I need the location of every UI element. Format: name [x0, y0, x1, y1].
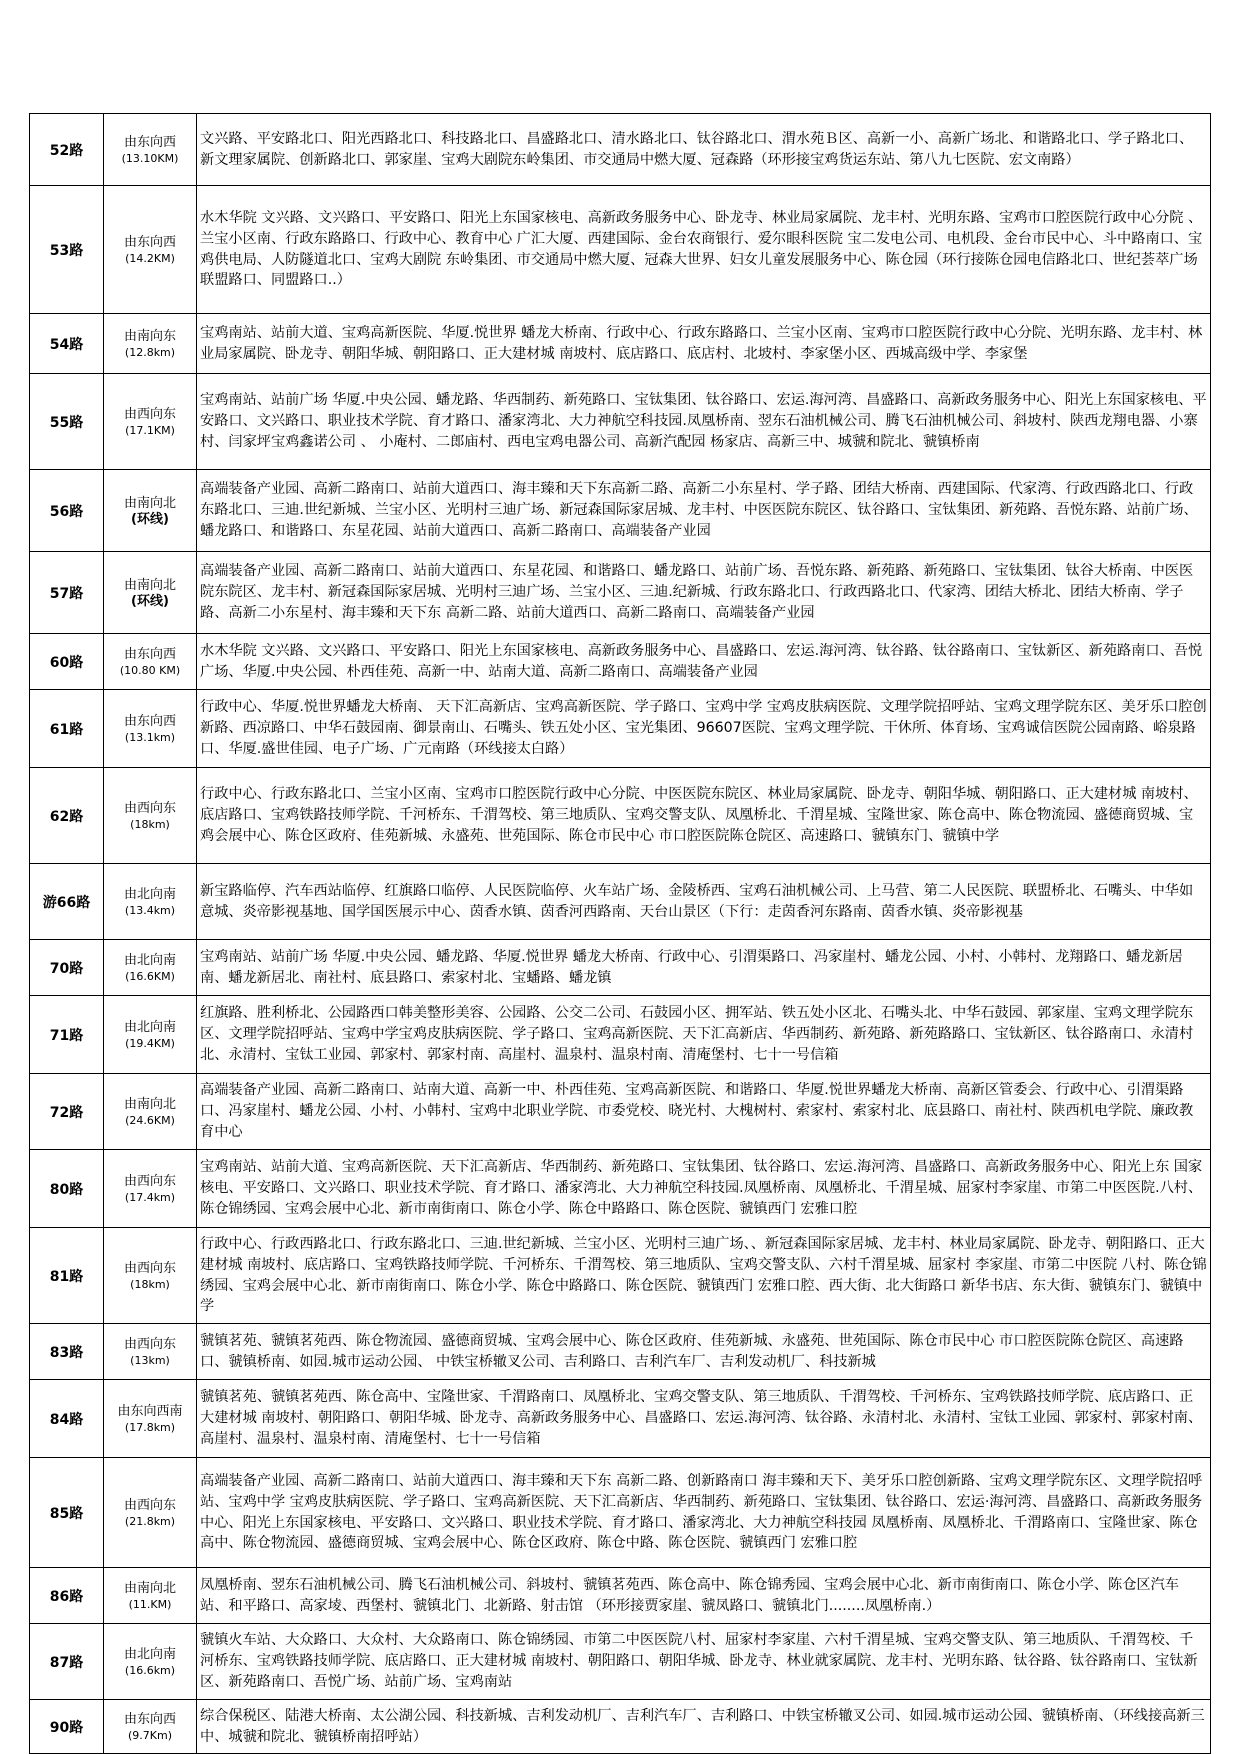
route-number: 87路 — [30, 1624, 104, 1700]
route-length: (18km) — [130, 818, 170, 831]
route-direction-cell — [104, 1380, 197, 1458]
route-stops: 高端装备产业园、高新二路南口、站南大道、高新一中、朴西佳苑、宝鸡高新医院、和谐路口、华厦.悦世界蟠龙大桥南、高新区管委会、行政中心、引渭渠路口、冯家崖村、蟠龙公园、小村、小韩村、宝鸡中北职业学院、市委党校、晓光村、大槐树村、索家村、索家村北、底县路口、南社村、陕西机电学院、廉政教育中心 — [197, 1074, 1211, 1150]
route-direction-cell — [104, 864, 197, 940]
route-direction: 由北向南 — [123, 1020, 176, 1035]
route-stops: 宝鸡南站、站前广场 华厦.中央公园、蟠龙路、华西制药、新苑路口、宝钛集团、钛谷路口、宏运.海河湾、昌盛路口、高新政务服务中心、阳光上东国家核电、平安路口、文兴路口、职业技术学院、育才路口、潘家湾北、大力神航空科技园.凤凰桥南、翌东石油机械公司、腾飞石油机械公司、斜坡村、陕西龙翔电器、小寨村、闫家坪宝鸡鑫诺公司 、 小庵村、二郎庙村、西电宝鸡电器公司、高新汽配园 杨家店、高新三中、城虢和院北、虢镇桥南 — [197, 374, 1211, 470]
route-row — [30, 470, 1211, 552]
route-number: 70路 — [30, 940, 104, 996]
route-direction: 由东向西 — [123, 714, 176, 729]
route-direction: 由西向东 — [123, 801, 176, 816]
route-stops: 水木华院 文兴路、文兴路口、平安路口、阳光上东国家核电、高新政务服务中心、卧龙寺、林业局家属院、龙丰村、光明东路、宝鸡市口腔医院行政中心分院 、兰宝小区南、行政东路路口、行政中心、教育中心 广汇大厦、西建国际、金台农商银行、爱尔眼科医院 宝二发电公司、电机段、金台市民中心、斗中路南口、宝鸡供电局、人防隧道北口、宝鸡大剧院 东岭集团、市交通局中燃大厦、冠森大世界、妇女儿童发展服务中心、陈仓园（环行接陈仓园电信路北口、世纪荟萃广场 联盟路口、同盟路口..） — [197, 186, 1211, 314]
route-stops: 宝鸡南站、站前大道、宝鸡高新医院、天下汇高新店、华西制药、新苑路口、宝钛集团、钛谷路口、宏运.海河湾、昌盛路口、高新政务服务中心、阳光上东 国家核电、平安路口、文兴路口、职业技术学院、育才路口、潘家湾北、大力神航空科技园.凤凰桥南、凤凰桥北、千渭星城、屈家村李家崖、市第二中医医院.八村、陈仓锦绣园、宝鸡会展中心北、新市南街南口、陈仓小学、陈仓中路路口、陈仓医院、虢镇西门 宏雅口腔 — [197, 1150, 1211, 1228]
route-number: 60路 — [30, 634, 104, 690]
route-stops: 高端装备产业园、高新二路南口、站前大道西口、海丰臻和天下东高新二路、高新二小东星村、学子路、团结大桥南、西建国际、代家湾、行政西路北口、行政东路北口、三迪.世纪新城、兰宝小区、光明村三迪广场、新冠森国际家居城、龙丰村、中医医院东院区、钛谷路口、宝钛集团、新苑路、吾悦东路、站前广场、蟠龙路口、和谐路口、东星花园、站前大道西口、高新二路南口、高端装备产业园 — [197, 470, 1211, 552]
route-row — [30, 864, 1211, 940]
route-row — [30, 1624, 1211, 1700]
route-length: (13km) — [130, 1354, 170, 1367]
route-direction-cell — [104, 186, 197, 314]
route-number: 72路 — [30, 1074, 104, 1150]
route-length: (9.7Km) — [127, 1729, 172, 1742]
route-length: (16.6km) — [124, 1664, 176, 1677]
route-direction-cell — [104, 996, 197, 1074]
route-row — [30, 768, 1211, 864]
route-number: 81路 — [30, 1228, 104, 1324]
route-row — [30, 1228, 1211, 1324]
route-direction: 由南向北 — [123, 1581, 176, 1596]
route-length: (13.4km) — [124, 904, 176, 917]
route-row — [30, 1380, 1211, 1458]
route-row — [30, 1324, 1211, 1380]
route-direction-cell — [104, 690, 197, 768]
bus-route-table — [29, 113, 1211, 1754]
route-table-body — [30, 114, 1211, 1754]
route-row — [30, 186, 1211, 314]
route-stops: 红旗路、胜利桥北、公园路西口韩美整形美容、公园路、公交二公司、石鼓园小区、拥军站、铁五处小区北、石嘴头北、中华石鼓园、郭家崖、宝鸡文理学院东区、文理学院招呼站、宝鸡中学宝鸡皮肤病医院、学子路口、宝鸡高新医院、天下汇高新店、华西制药、新苑路、新苑路路口、宝钛新区、钛谷路南口、永清村北、永清村、宝钛工业园、郭家村、郭家村南、高崖村、温泉村、温泉村南、清庵堡村、七十一号信箱 — [197, 996, 1211, 1074]
route-row — [30, 1568, 1211, 1624]
route-row — [30, 1700, 1211, 1754]
route-direction: 由南向北 — [123, 578, 176, 593]
route-direction-cell — [104, 1458, 197, 1568]
route-row — [30, 1074, 1211, 1150]
route-direction: 由东向西 — [123, 235, 176, 250]
route-direction: 由西向东 — [123, 1174, 176, 1189]
route-row — [30, 1150, 1211, 1228]
route-direction: 由北向南 — [123, 887, 176, 902]
route-direction-cell — [104, 470, 197, 552]
route-direction-cell — [104, 1074, 197, 1150]
route-direction: 由东向西 — [123, 135, 176, 150]
route-stops: 高端装备产业园、高新二路南口、站前大道西口、东星花园、和谐路口、蟠龙路口、站前广场、吾悦东路、新苑路、新苑路口、宝钛集团、钛谷大桥南、中医医院东院区、龙丰村、新冠森国际家居城、光明村三迪广场、兰宝小区、三迪.纪新城、行政东路北口、行政西路北口、代家湾、团结大桥北、团结大桥南、学子路、高新二小东星村、海丰臻和天下东 高新二路、站前大道西口、高新二路南口、高端装备产业园 — [197, 552, 1211, 634]
route-row — [30, 1458, 1211, 1568]
route-number: 56路 — [30, 470, 104, 552]
route-stops: 虢镇茗苑、虢镇茗苑西、陈仓高中、宝隆世家、千渭路南口、凤凰桥北、宝鸡交警支队、第三地质队、千渭驾校、千河桥东、宝鸡铁路技师学院、底店路口、正大建材城 南坡村、朝阳路口、朝阳华城、卧龙寺、高新政务服务中心、昌盛路口、宏运.海河湾、钛谷路、永清村北、永清村、宝钛工业园、郭家村、郭家村南、高崖村、温泉村、温泉村南、清庵堡村、七十一号信箱 — [197, 1380, 1211, 1458]
route-length: (环线) — [131, 594, 169, 609]
route-row — [30, 552, 1211, 634]
route-stops: 虢镇火车站、大众路口、大众村、大众路南口、陈仓锦绣园、市第二中医医院八村、屈家村李家崖、六村千渭星城、宝鸡交警支队、第三地质队、千渭驾校、千河桥东、宝鸡铁路技师学院、底店路口、正大建材城 南坡村、朝阳路口、朝阳华城、卧龙寺、林业就家属院、龙丰村、光明东路、钛谷路、钛谷路南口、宝钛新区、新苑路南口、吾悦广场、站前广场、宝鸡南站 — [197, 1624, 1211, 1700]
route-row — [30, 634, 1211, 690]
route-stops: 宝鸡南站、站前大道、宝鸡高新医院、华厦.悦世界 蟠龙大桥南、行政中心、行政东路路口、兰宝小区南、宝鸡市口腔医院行政中心分院、光明东路、龙丰村、林业局家属院、卧龙寺、朝阳华城、朝阳路口、正大建材城 南坡村、底店路口、底店村、北坡村、李家堡小区、西城高级中学、李家堡 — [197, 314, 1211, 374]
route-direction: 由北向南 — [123, 1647, 176, 1662]
route-number: 游66路 — [30, 864, 104, 940]
route-stops: 高端装备产业园、高新二路南口、站前大道西口、海丰臻和天下东 高新二路、创新路南口 海丰臻和天下、美牙乐口腔创新路、宝鸡文理学院东区、文理学院招呼站、宝鸡中学 宝鸡皮肤病医院、学子路口、宝鸡高新医院、天下汇高新店、华西制药、新苑路口、宝钛集团、钛谷路口、宏运·海河湾、昌盛路口、高新政务服务中心、阳光上东国家核电、平安路口、文兴路口、职业技术学院、育才路口、潘家湾北、大力神航空科技园 凤凰桥南、凤凰桥北、千渭路南口、宝隆世家、陈仓高中、陈仓物流园、盛德商贸城、宝鸡会展中心、陈仓区政府、陈仓中路、陈仓医院、虢镇西门 宏雅口腔 — [197, 1458, 1211, 1568]
route-length: (19.4KM) — [125, 1037, 175, 1050]
route-length: (17.4km) — [124, 1191, 176, 1204]
route-direction: 由西向东 — [123, 1498, 176, 1513]
route-direction: 由南向北 — [123, 1097, 176, 1112]
route-stops: 虢镇茗苑、虢镇茗苑西、陈仓物流园、盛德商贸城、宝鸡会展中心、陈仓区政府、佳苑新城、永盛苑、世苑国际、陈仓市民中心 市口腔医院陈仓院区、高速路口、虢镇桥南、如园.城市运动公园、 中铁宝桥辙叉公司、吉利路口、吉利汽车厂、吉利发动机厂、科技新城 — [197, 1324, 1211, 1380]
route-number: 61路 — [30, 690, 104, 768]
route-direction: 由西向东 — [123, 407, 176, 422]
route-direction-cell — [104, 634, 197, 690]
route-stops: 行政中心、行政西路北口、行政东路北口、三迪.世纪新城、兰宝小区、光明村三迪广场、、新冠森国际家居城、龙丰村、林业局家属院、卧龙寺、朝阳路口、正大建材城 南坡村、底店路口、宝鸡铁路技师学院、千河桥东、千渭驾校、第三地质队、宝鸡交警支队、六村千渭星城、屈家村 李家崖、市第二中医院 八村、陈仓锦绣园、宝鸡会展中心北、新市南街南口、陈仓小学、陈仓中路路口、陈仓医院、虢镇西门 宏雅口腔、西大街、北大街路口 新华书店、东大街、虢镇东门、虢镇中学 — [197, 1228, 1211, 1324]
route-length: (16.6KM) — [125, 970, 175, 983]
route-direction-cell — [104, 1150, 197, 1228]
route-direction-cell — [104, 1228, 197, 1324]
route-stops: 新宝路临停、汽车西站临停、红旗路口临停、人民医院临停、火车站广场、金陵桥西、宝鸡石油机械公司、上马营、第二人民医院、联盟桥北、石嘴头、中华如意城、炎帝影视基地、国学国医展示中心、茵香水镇、茵香河西路南、天台山景区（下行：走茵香河东路南、茵香水镇、炎帝影视基 — [197, 864, 1211, 940]
route-length: (13.10KM) — [121, 152, 179, 165]
route-row — [30, 374, 1211, 470]
route-number: 71路 — [30, 996, 104, 1074]
route-direction: 由东向西南 — [117, 1404, 183, 1419]
bus-route-table-sheet — [29, 113, 1211, 1754]
route-number: 62路 — [30, 768, 104, 864]
route-direction-cell — [104, 374, 197, 470]
route-direction: 由北向南 — [123, 953, 176, 968]
route-stops: 综合保税区、陆港大桥南、太公湖公园、科技新城、吉利发动机厂、吉利汽车厂、吉利路口、中铁宝桥辙叉公司、如园.城市运动公园、虢镇桥南、（环线接高新三中、城虢和院北、虢镇桥南招呼站） — [197, 1700, 1211, 1754]
route-direction-cell — [104, 940, 197, 996]
route-number: 83路 — [30, 1324, 104, 1380]
route-number: 84路 — [30, 1380, 104, 1458]
route-direction: 由东向西 — [123, 647, 176, 662]
route-direction: 由东向西 — [123, 1712, 176, 1727]
route-direction-cell — [104, 1624, 197, 1700]
route-direction-cell — [104, 314, 197, 374]
route-direction-cell — [104, 768, 197, 864]
route-length: (14.2KM) — [125, 252, 175, 265]
route-number: 86路 — [30, 1568, 104, 1624]
route-length: (11.KM) — [128, 1598, 172, 1611]
route-number: 52路 — [30, 114, 104, 186]
route-length: (13.1km) — [124, 731, 176, 744]
route-direction: 由南向东 — [123, 329, 176, 344]
route-length: (24.6KM) — [125, 1114, 175, 1127]
route-number: 85路 — [30, 1458, 104, 1568]
route-length: (17.8km) — [124, 1421, 176, 1434]
route-number: 80路 — [30, 1150, 104, 1228]
route-length: (21.8km) — [124, 1515, 176, 1528]
route-row — [30, 690, 1211, 768]
route-number: 53路 — [30, 186, 104, 314]
route-direction: 由南向北 — [123, 496, 176, 511]
route-stops: 凤凰桥南、翌东石油机械公司、腾飞石油机械公司、斜坡村、虢镇茗苑西、陈仓高中、陈仓锦秀园、宝鸡会展中心北、新市南街南口、陈仓小学、陈仓区汽车站、和平路口、高家堎、西堡村、虢镇北门、北新路、射击馆 （环形接贾家崖、虢凤路口、虢镇北门........凤凰桥南.） — [197, 1568, 1211, 1624]
route-row — [30, 996, 1211, 1074]
route-row — [30, 314, 1211, 374]
route-row — [30, 114, 1211, 186]
route-direction-cell — [104, 552, 197, 634]
route-direction-cell — [104, 114, 197, 186]
route-stops: 行政中心、华厦.悦世界蟠龙大桥南、 天下汇高新店、宝鸡高新医院、学子路口、宝鸡中学 宝鸡皮肤病医院、文理学院招呼站、宝鸡文理学院东区、美牙乐口腔创新路、西凉路口、中华石鼓园南、御景南山、石嘴头、铁五处小区、宝光集团、96607医院、宝鸡文理学院、干休所、体育场、宝鸡诚信医院公园南路、峪泉路口、华厦.盛世佳园、电子广场、广元南路（环线接太白路） — [197, 690, 1211, 768]
route-direction-cell — [104, 1568, 197, 1624]
route-direction: 由西向东 — [123, 1261, 176, 1276]
route-stops: 水木华院 文兴路、文兴路口、平安路口、阳光上东国家核电、高新政务服务中心、昌盛路口、宏运.海河湾、钛谷路、钛谷路南口、宝钛新区、新苑路南口、吾悦广场、华厦.中央公园、朴西佳苑、高新一中、站南大道、高新二路南口、高端装备产业园 — [197, 634, 1211, 690]
route-number: 57路 — [30, 552, 104, 634]
route-length: (17.1KM) — [125, 424, 175, 437]
route-stops: 行政中心、行政东路北口、兰宝小区南、宝鸡市口腔医院行政中心分院、中医医院东院区、林业局家属院、卧龙寺、朝阳华城、朝阳路口、正大建材城 南坡村、底店路口、宝鸡铁路技师学院、千河桥东、千渭驾校、第三地质队、宝鸡交警支队、凤凰桥北、千渭星城、宝隆世家、陈仓高中、陈仓物流园、盛德商贸城、宝鸡会展中心、陈仓区政府、佳苑新城、永盛苑、世苑国际、陈仓市民中心 市口腔医院陈仓院区、高速路口、虢镇东门、虢镇中学 — [197, 768, 1211, 864]
route-length: (12.8km) — [124, 346, 176, 359]
route-row — [30, 940, 1211, 996]
route-number: 90路 — [30, 1700, 104, 1754]
route-direction: 由西向东 — [123, 1337, 176, 1352]
route-stops: 文兴路、平安路北口、阳光西路北口、科技路北口、昌盛路北口、清水路北口、钛谷路北口、渭水苑Ｂ区、高新一小、高新广场北、和谐路北口、学子路北口、新文理家属院、创新路北口、郭家崖、宝鸡大剧院东岭集团、市交通局中燃大厦、冠森路（环形接宝鸡货运东站、第八九七医院、宏文南路） — [197, 114, 1211, 186]
route-number: 55路 — [30, 374, 104, 470]
route-length: (环线) — [131, 512, 169, 527]
route-direction-cell — [104, 1324, 197, 1380]
route-number: 54路 — [30, 314, 104, 374]
route-length: (10.80 KM) — [119, 664, 181, 677]
route-stops: 宝鸡南站、站前广场 华厦.中央公园、蟠龙路、华厦.悦世界 蟠龙大桥南、行政中心、引渭渠路口、冯家崖村、蟠龙公园、小村、小韩村、龙翔路口、蟠龙新居南、蟠龙新居北、南社村、底县路口、索家村北、宝蟠路、蟠龙镇 — [197, 940, 1211, 996]
route-length: (18km) — [130, 1278, 170, 1291]
route-direction-cell — [104, 1700, 197, 1754]
